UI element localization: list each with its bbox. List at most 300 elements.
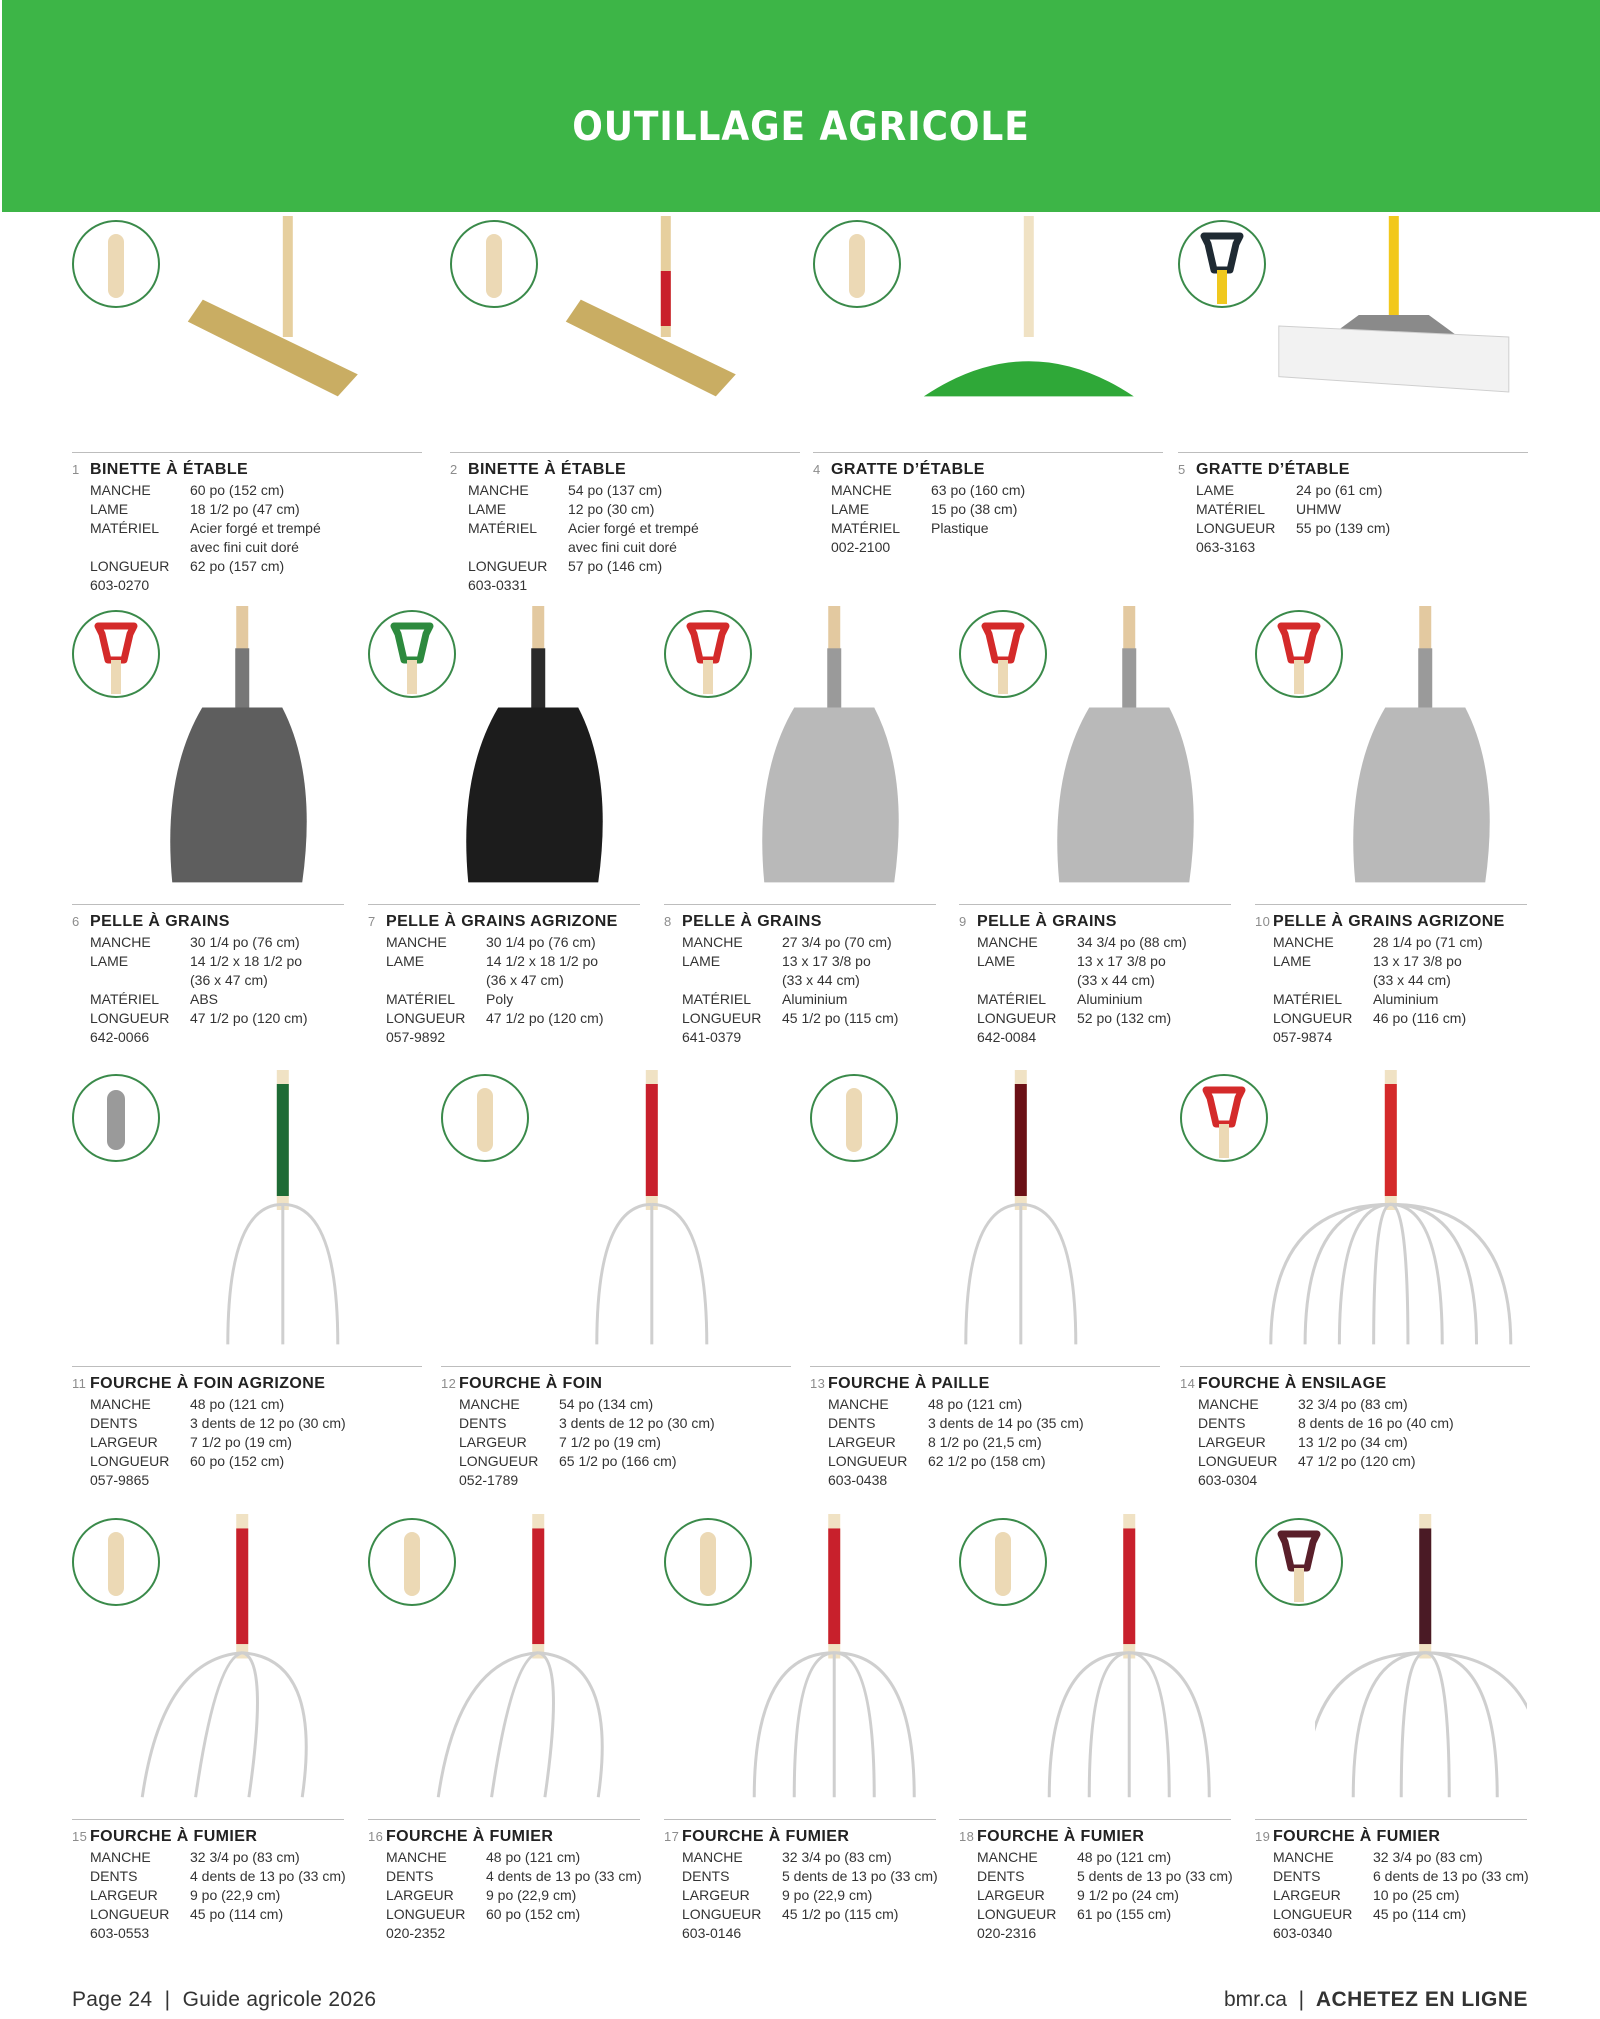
product-card[interactable] (1180, 1066, 1530, 1508)
product-name: FOURCHE À FUMIER (386, 1828, 554, 1845)
spec-label: MATÉRIEL (90, 991, 159, 1007)
spec-value: 13 x 17 3/8 po (33 x 44 cm) (1373, 953, 1462, 988)
spec-label: MANCHE (682, 1849, 743, 1865)
product-number: 16 (368, 1829, 384, 1844)
spec-label: MANCHE (828, 1396, 889, 1412)
spec-row (1178, 519, 1528, 538)
product-title (450, 461, 800, 481)
spec-label: DENTS (90, 1868, 138, 1884)
product-sku: 002-2100 (831, 539, 891, 555)
spec-value: 4 dents de 13 po (33 cm) (486, 1868, 642, 1884)
spec-value: 48 po (121 cm) (928, 1396, 1023, 1412)
product-sku: 052-1789 (459, 1472, 519, 1488)
product-image-area (72, 602, 344, 904)
spec-value: 13 x 17 3/8 po (33 x 44 cm) (1077, 953, 1166, 988)
spec-value: 45 po (114 cm) (190, 1906, 284, 1922)
product-info (72, 904, 344, 1047)
spec-value: 60 po (152 cm) (486, 1906, 581, 1922)
spec-label: LARGEUR (459, 1434, 527, 1450)
spec-value: 13 x 17 3/8 po (33 x 44 cm) (782, 953, 871, 988)
spec-row (72, 1905, 344, 1924)
spec-row (72, 1886, 344, 1905)
product-title (1255, 1828, 1527, 1848)
spec-value: 60 po (152 cm) (190, 482, 285, 498)
product-number: 10 (1255, 914, 1271, 929)
product-image (132, 606, 344, 893)
spec-value: 61 po (155 cm) (1077, 1906, 1172, 1922)
spec-row (450, 481, 800, 500)
product-number: 8 (664, 914, 672, 929)
spec-row (813, 519, 1163, 538)
spec-label: MATÉRIEL (1196, 501, 1265, 517)
spec-label: LONGUEUR (1196, 520, 1276, 536)
spec-label: LARGEUR (828, 1434, 896, 1450)
spec-row (368, 1886, 640, 1905)
spec-value: 32 3/4 po (83 cm) (190, 1849, 300, 1865)
spec-value: 28 1/4 po (71 cm) (1373, 934, 1483, 950)
product-card[interactable] (441, 1066, 791, 1508)
product-name: PELLE À GRAINS (682, 913, 822, 930)
product-info (664, 904, 936, 1047)
product-name: FOURCHE À FUMIER (1273, 1828, 1441, 1845)
product-title (1180, 1375, 1530, 1395)
spec-value: 63 po (160 cm) (931, 482, 1026, 498)
spec-label: MANCHE (1198, 1396, 1259, 1412)
product-card[interactable] (813, 212, 1163, 602)
spec-row (368, 952, 640, 990)
spec-row (450, 519, 800, 557)
product-number: 17 (664, 1829, 680, 1844)
product-card[interactable] (368, 1510, 640, 1959)
product-image-area (72, 212, 422, 452)
spec-row (368, 990, 640, 1009)
product-info (1180, 1366, 1530, 1490)
product-image-area (368, 1510, 640, 1819)
product-name: FOURCHE À FUMIER (977, 1828, 1145, 1845)
spec-row (72, 500, 422, 519)
product-name: BINETTE À ÉTABLE (468, 461, 627, 478)
product-image (510, 216, 800, 441)
spec-value: Poly (486, 991, 514, 1007)
product-sku: 020-2316 (977, 1925, 1037, 1941)
spec-row (664, 1848, 936, 1867)
spec-label: DENTS (682, 1868, 730, 1884)
spec-value: Aluminium (1077, 991, 1143, 1007)
spec-label: LONGUEUR (90, 1453, 170, 1469)
product-image (1019, 606, 1231, 893)
product-title (664, 1828, 936, 1848)
spec-value: 47 1/2 po (120 cm) (190, 1010, 308, 1026)
spec-value: 45 1/2 po (115 cm) (782, 1906, 899, 1922)
spec-label: LAME (1273, 953, 1312, 969)
product-title (1255, 913, 1527, 933)
spec-label: MATÉRIEL (468, 520, 537, 536)
spec-value: 18 1/2 po (47 cm) (190, 501, 300, 517)
spec-label: MANCHE (90, 1849, 151, 1865)
product-title (813, 461, 1163, 481)
spec-value: 60 po (152 cm) (190, 1453, 285, 1469)
product-card[interactable] (664, 1510, 936, 1959)
spec-value: 62 po (157 cm) (190, 558, 285, 574)
product-sku: 603-0146 (682, 1925, 742, 1941)
spec-label: LARGEUR (977, 1887, 1045, 1903)
product-name: PELLE À GRAINS (977, 913, 1117, 930)
spec-value: 4 dents de 13 po (33 cm) (190, 1868, 346, 1884)
spec-value: 34 3/4 po (88 cm) (1077, 934, 1187, 950)
spec-label: LONGUEUR (828, 1453, 908, 1469)
spec-row (72, 1867, 344, 1886)
product-info (450, 452, 800, 595)
spec-label: LARGEUR (1273, 1887, 1341, 1903)
product-info (1255, 1819, 1527, 1943)
spec-label: MATÉRIEL (90, 520, 159, 536)
product-number: 14 (1180, 1376, 1196, 1391)
product-card[interactable] (72, 212, 422, 602)
product-image (724, 606, 936, 893)
product-sku: 603-0438 (828, 1472, 888, 1488)
spec-row (72, 952, 344, 990)
spec-label: LONGUEUR (682, 1010, 762, 1026)
spec-row (441, 1395, 791, 1414)
product-card[interactable] (1178, 212, 1528, 602)
spec-label: MATÉRIEL (386, 991, 455, 1007)
spec-label: MANCHE (831, 482, 892, 498)
spec-label: LAME (1196, 482, 1235, 498)
product-name: GRATTE D’ÉTABLE (831, 461, 985, 478)
product-info (441, 1366, 791, 1490)
spec-row (810, 1395, 1160, 1414)
product-card[interactable] (1255, 602, 1527, 1054)
spec-label: MANCHE (1273, 1849, 1334, 1865)
spec-label: MANCHE (90, 934, 151, 950)
product-name: PELLE À GRAINS AGRIZONE (386, 913, 618, 930)
spec-row (1255, 1848, 1527, 1867)
spec-label: LONGUEUR (977, 1010, 1057, 1026)
product-title (959, 913, 1231, 933)
spec-label: DENTS (1198, 1415, 1246, 1431)
product-name: FOURCHE À FOIN (459, 1375, 603, 1392)
product-card[interactable] (959, 1510, 1231, 1959)
spec-label: LONGUEUR (90, 558, 170, 574)
spec-row (441, 1433, 791, 1452)
spec-row (1180, 1433, 1530, 1452)
product-number: 7 (368, 914, 376, 929)
product-image (1315, 606, 1527, 893)
spec-label: MANCHE (90, 1396, 151, 1412)
product-row (0, 1066, 1600, 1508)
spec-row (72, 1009, 344, 1028)
spec-label: LAME (386, 953, 425, 969)
product-title (1178, 461, 1528, 481)
product-sku: 057-9865 (90, 1472, 150, 1488)
spec-row (959, 1886, 1231, 1905)
spec-row (441, 1414, 791, 1433)
product-row (0, 602, 1600, 1054)
spec-row (72, 1452, 422, 1471)
spec-value: 14 1/2 x 18 1/2 po (36 x 47 cm) (190, 953, 303, 988)
spec-row (1255, 990, 1527, 1009)
spec-value: Acier forgé et trempé avec fini cuit doré (568, 520, 699, 555)
spec-row (368, 1848, 640, 1867)
spec-label: MANCHE (977, 1849, 1038, 1865)
product-image-area (810, 1066, 1160, 1366)
product-image-area (664, 602, 936, 904)
spec-value: 7 1/2 po (19 cm) (190, 1434, 292, 1450)
spec-row (450, 500, 800, 519)
product-card[interactable] (1255, 1510, 1527, 1959)
product-sku: 063-3163 (1196, 539, 1256, 555)
spec-label: DENTS (386, 1868, 434, 1884)
spec-label: LAME (831, 501, 870, 517)
spec-row (72, 557, 422, 576)
product-image-area (1255, 602, 1527, 904)
spec-value: Plastique (931, 520, 989, 536)
spec-value: 47 1/2 po (120 cm) (1298, 1453, 1416, 1469)
product-info (810, 1366, 1160, 1490)
product-sku: 057-9892 (386, 1029, 446, 1045)
product-card[interactable] (664, 602, 936, 1054)
spec-row (810, 1433, 1160, 1452)
product-title (72, 1828, 344, 1848)
spec-label: LAME (90, 501, 129, 517)
site-link[interactable]: bmr.ca (1223, 1988, 1287, 2011)
spec-label: DENTS (977, 1868, 1025, 1884)
product-name: FOURCHE À PAILLE (828, 1375, 990, 1392)
spec-value: 65 1/2 po (166 cm) (559, 1453, 677, 1469)
product-info (1178, 452, 1528, 557)
spec-value: 32 3/4 po (83 cm) (1298, 1396, 1408, 1412)
spec-row (1178, 481, 1528, 500)
product-image (724, 1514, 936, 1808)
product-name: FOURCHE À FUMIER (682, 1828, 850, 1845)
product-image-area (450, 212, 800, 452)
product-image (1240, 1070, 1530, 1355)
product-image (873, 216, 1163, 441)
product-image-area (441, 1066, 791, 1366)
spec-value: 48 po (121 cm) (486, 1849, 581, 1865)
spec-row (1180, 1395, 1530, 1414)
spec-row (1255, 1867, 1527, 1886)
product-title (959, 1828, 1231, 1848)
spec-row (1178, 500, 1528, 519)
spec-value: 24 po (61 cm) (1296, 482, 1383, 498)
spec-row (959, 952, 1231, 990)
spec-value: 30 1/4 po (76 cm) (486, 934, 596, 950)
product-name: PELLE À GRAINS (90, 913, 230, 930)
spec-row (813, 481, 1163, 500)
spec-value: 45 po (114 cm) (1373, 1906, 1467, 1922)
product-card[interactable] (72, 1510, 344, 1959)
spec-row (664, 990, 936, 1009)
spec-value: UHMW (1296, 501, 1342, 517)
spec-row (810, 1414, 1160, 1433)
product-number: 13 (810, 1376, 826, 1391)
product-image (1315, 1514, 1527, 1808)
product-number: 12 (441, 1376, 457, 1391)
spec-label: MATÉRIEL (831, 520, 900, 536)
spec-label: LONGUEUR (1198, 1453, 1278, 1469)
spec-value: 54 po (134 cm) (559, 1396, 654, 1412)
spec-row (72, 990, 344, 1009)
spec-row (72, 1395, 422, 1414)
spec-row (664, 933, 936, 952)
spec-value: 13 1/2 po (34 cm) (1298, 1434, 1408, 1450)
spec-label: MANCHE (386, 934, 447, 950)
header-banner (2, 0, 1600, 212)
spec-row (959, 990, 1231, 1009)
product-sku: 642-0066 (90, 1029, 150, 1045)
product-image (1238, 216, 1528, 441)
spec-value: 3 dents de 12 po (30 cm) (559, 1415, 715, 1431)
spec-label: MANCHE (459, 1396, 520, 1412)
product-image (428, 606, 640, 893)
spec-value: 32 3/4 po (83 cm) (1373, 1849, 1483, 1865)
spec-row (72, 1848, 344, 1867)
product-card[interactable] (72, 602, 344, 1054)
spec-row (72, 481, 422, 500)
product-image-area (72, 1510, 344, 1819)
buy-online-link[interactable]: ACHETEZ EN LIGNE (1315, 1988, 1528, 2011)
spec-row (72, 933, 344, 952)
spec-label: MANCHE (1273, 934, 1334, 950)
spec-row (664, 1867, 936, 1886)
spec-label: LONGUEUR (977, 1906, 1057, 1922)
spec-row (1255, 1886, 1527, 1905)
product-card[interactable] (959, 602, 1231, 1054)
product-image-area (813, 212, 1163, 452)
product-info (1255, 904, 1527, 1047)
product-number: 4 (813, 462, 821, 477)
product-number: 1 (72, 462, 80, 477)
spec-value: 10 po (25 cm) (1373, 1887, 1460, 1903)
product-image-area (72, 1066, 422, 1366)
product-number: 6 (72, 914, 80, 929)
spec-value: 15 po (38 cm) (931, 501, 1018, 517)
spec-row (1255, 1009, 1527, 1028)
product-title (368, 913, 640, 933)
product-image (1019, 1514, 1231, 1808)
spec-label: LONGUEUR (386, 1906, 466, 1922)
spec-row (1255, 933, 1527, 952)
spec-row (959, 933, 1231, 952)
spec-value: 32 3/4 po (83 cm) (782, 1849, 892, 1865)
spec-value: 54 po (137 cm) (568, 482, 663, 498)
spec-value: 62 1/2 po (158 cm) (928, 1453, 1046, 1469)
product-info (959, 1819, 1231, 1943)
spec-value: 52 po (132 cm) (1077, 1010, 1172, 1026)
product-sku: 603-0304 (1198, 1472, 1258, 1488)
spec-value: 47 1/2 po (120 cm) (486, 1010, 604, 1026)
footer-shop-info (1224, 1988, 1528, 2012)
spec-label: LONGUEUR (459, 1453, 539, 1469)
spec-row (368, 1009, 640, 1028)
product-image (870, 1070, 1160, 1355)
product-row (0, 1510, 1600, 1959)
product-number: 18 (959, 1829, 975, 1844)
spec-value: 55 po (139 cm) (1296, 520, 1391, 536)
spec-label: LONGUEUR (1273, 1010, 1353, 1026)
spec-value: 45 1/2 po (115 cm) (782, 1010, 899, 1026)
spec-row (959, 1009, 1231, 1028)
spec-row (664, 1905, 936, 1924)
product-number: 15 (72, 1829, 88, 1844)
spec-row (959, 1848, 1231, 1867)
product-title (368, 1828, 640, 1848)
product-number: 5 (1178, 462, 1186, 477)
spec-value: 57 po (146 cm) (568, 558, 663, 574)
product-image-area (959, 1510, 1231, 1819)
product-sku: 603-0340 (1273, 1925, 1333, 1941)
product-card[interactable] (368, 602, 640, 1054)
product-sku: 057-9874 (1273, 1029, 1333, 1045)
product-image (428, 1514, 640, 1808)
spec-row (368, 1867, 640, 1886)
product-sku: 603-0553 (90, 1925, 150, 1941)
product-info (664, 1819, 936, 1943)
product-name: FOURCHE À ENSILAGE (1198, 1375, 1387, 1392)
product-name: FOURCHE À FOIN AGRIZONE (90, 1375, 326, 1392)
spec-label: LAME (977, 953, 1016, 969)
spec-label: MANCHE (468, 482, 529, 498)
spec-row (72, 1433, 422, 1452)
product-info (813, 452, 1163, 557)
spec-row (450, 557, 800, 576)
page-number: Page 24 (72, 1988, 153, 2011)
spec-label: DENTS (90, 1415, 138, 1431)
product-title (441, 1375, 791, 1395)
spec-label: MANCHE (90, 482, 151, 498)
spec-value: 27 3/4 po (70 cm) (782, 934, 892, 950)
spec-row (368, 933, 640, 952)
spec-value: 48 po (121 cm) (190, 1396, 285, 1412)
spec-row (1180, 1414, 1530, 1433)
footer-separator: | (1292, 1988, 1310, 2011)
spec-row (1255, 952, 1527, 990)
product-card[interactable] (450, 212, 800, 602)
product-image-area (1255, 1510, 1527, 1819)
spec-label: MATÉRIEL (1273, 991, 1342, 1007)
guide-name: Guide agricole 2026 (182, 1988, 377, 2011)
spec-row (72, 519, 422, 557)
spec-row (810, 1452, 1160, 1471)
product-info (72, 1819, 344, 1943)
spec-value: 8 1/2 po (21,5 cm) (928, 1434, 1042, 1450)
spec-value: 9 po (22,9 cm) (782, 1887, 873, 1903)
spec-row (1255, 1905, 1527, 1924)
product-name: PELLE À GRAINS AGRIZONE (1273, 913, 1505, 930)
spec-row (959, 1905, 1231, 1924)
product-card[interactable] (72, 1066, 422, 1508)
spec-value: 30 1/4 po (76 cm) (190, 934, 300, 950)
spec-value: Acier forgé et trempé avec fini cuit doré (190, 520, 321, 555)
product-info (72, 1366, 422, 1490)
spec-label: LARGEUR (682, 1887, 750, 1903)
product-info (959, 904, 1231, 1047)
page-title: OUTILLAGE AGRICOLE (572, 104, 1030, 150)
spec-value: 46 po (116 cm) (1373, 1010, 1467, 1026)
spec-value: 5 dents de 13 po (33 cm) (782, 1868, 938, 1884)
product-image-area (1178, 212, 1528, 452)
product-card[interactable] (810, 1066, 1160, 1508)
product-name: BINETTE À ÉTABLE (90, 461, 249, 478)
product-info (72, 452, 422, 595)
spec-label: MATÉRIEL (682, 991, 751, 1007)
spec-value: 6 dents de 13 po (33 cm) (1373, 1868, 1529, 1884)
spec-label: DENTS (828, 1415, 876, 1431)
spec-label: LONGUEUR (468, 558, 548, 574)
product-title (72, 1375, 422, 1395)
product-number: 2 (450, 462, 458, 477)
